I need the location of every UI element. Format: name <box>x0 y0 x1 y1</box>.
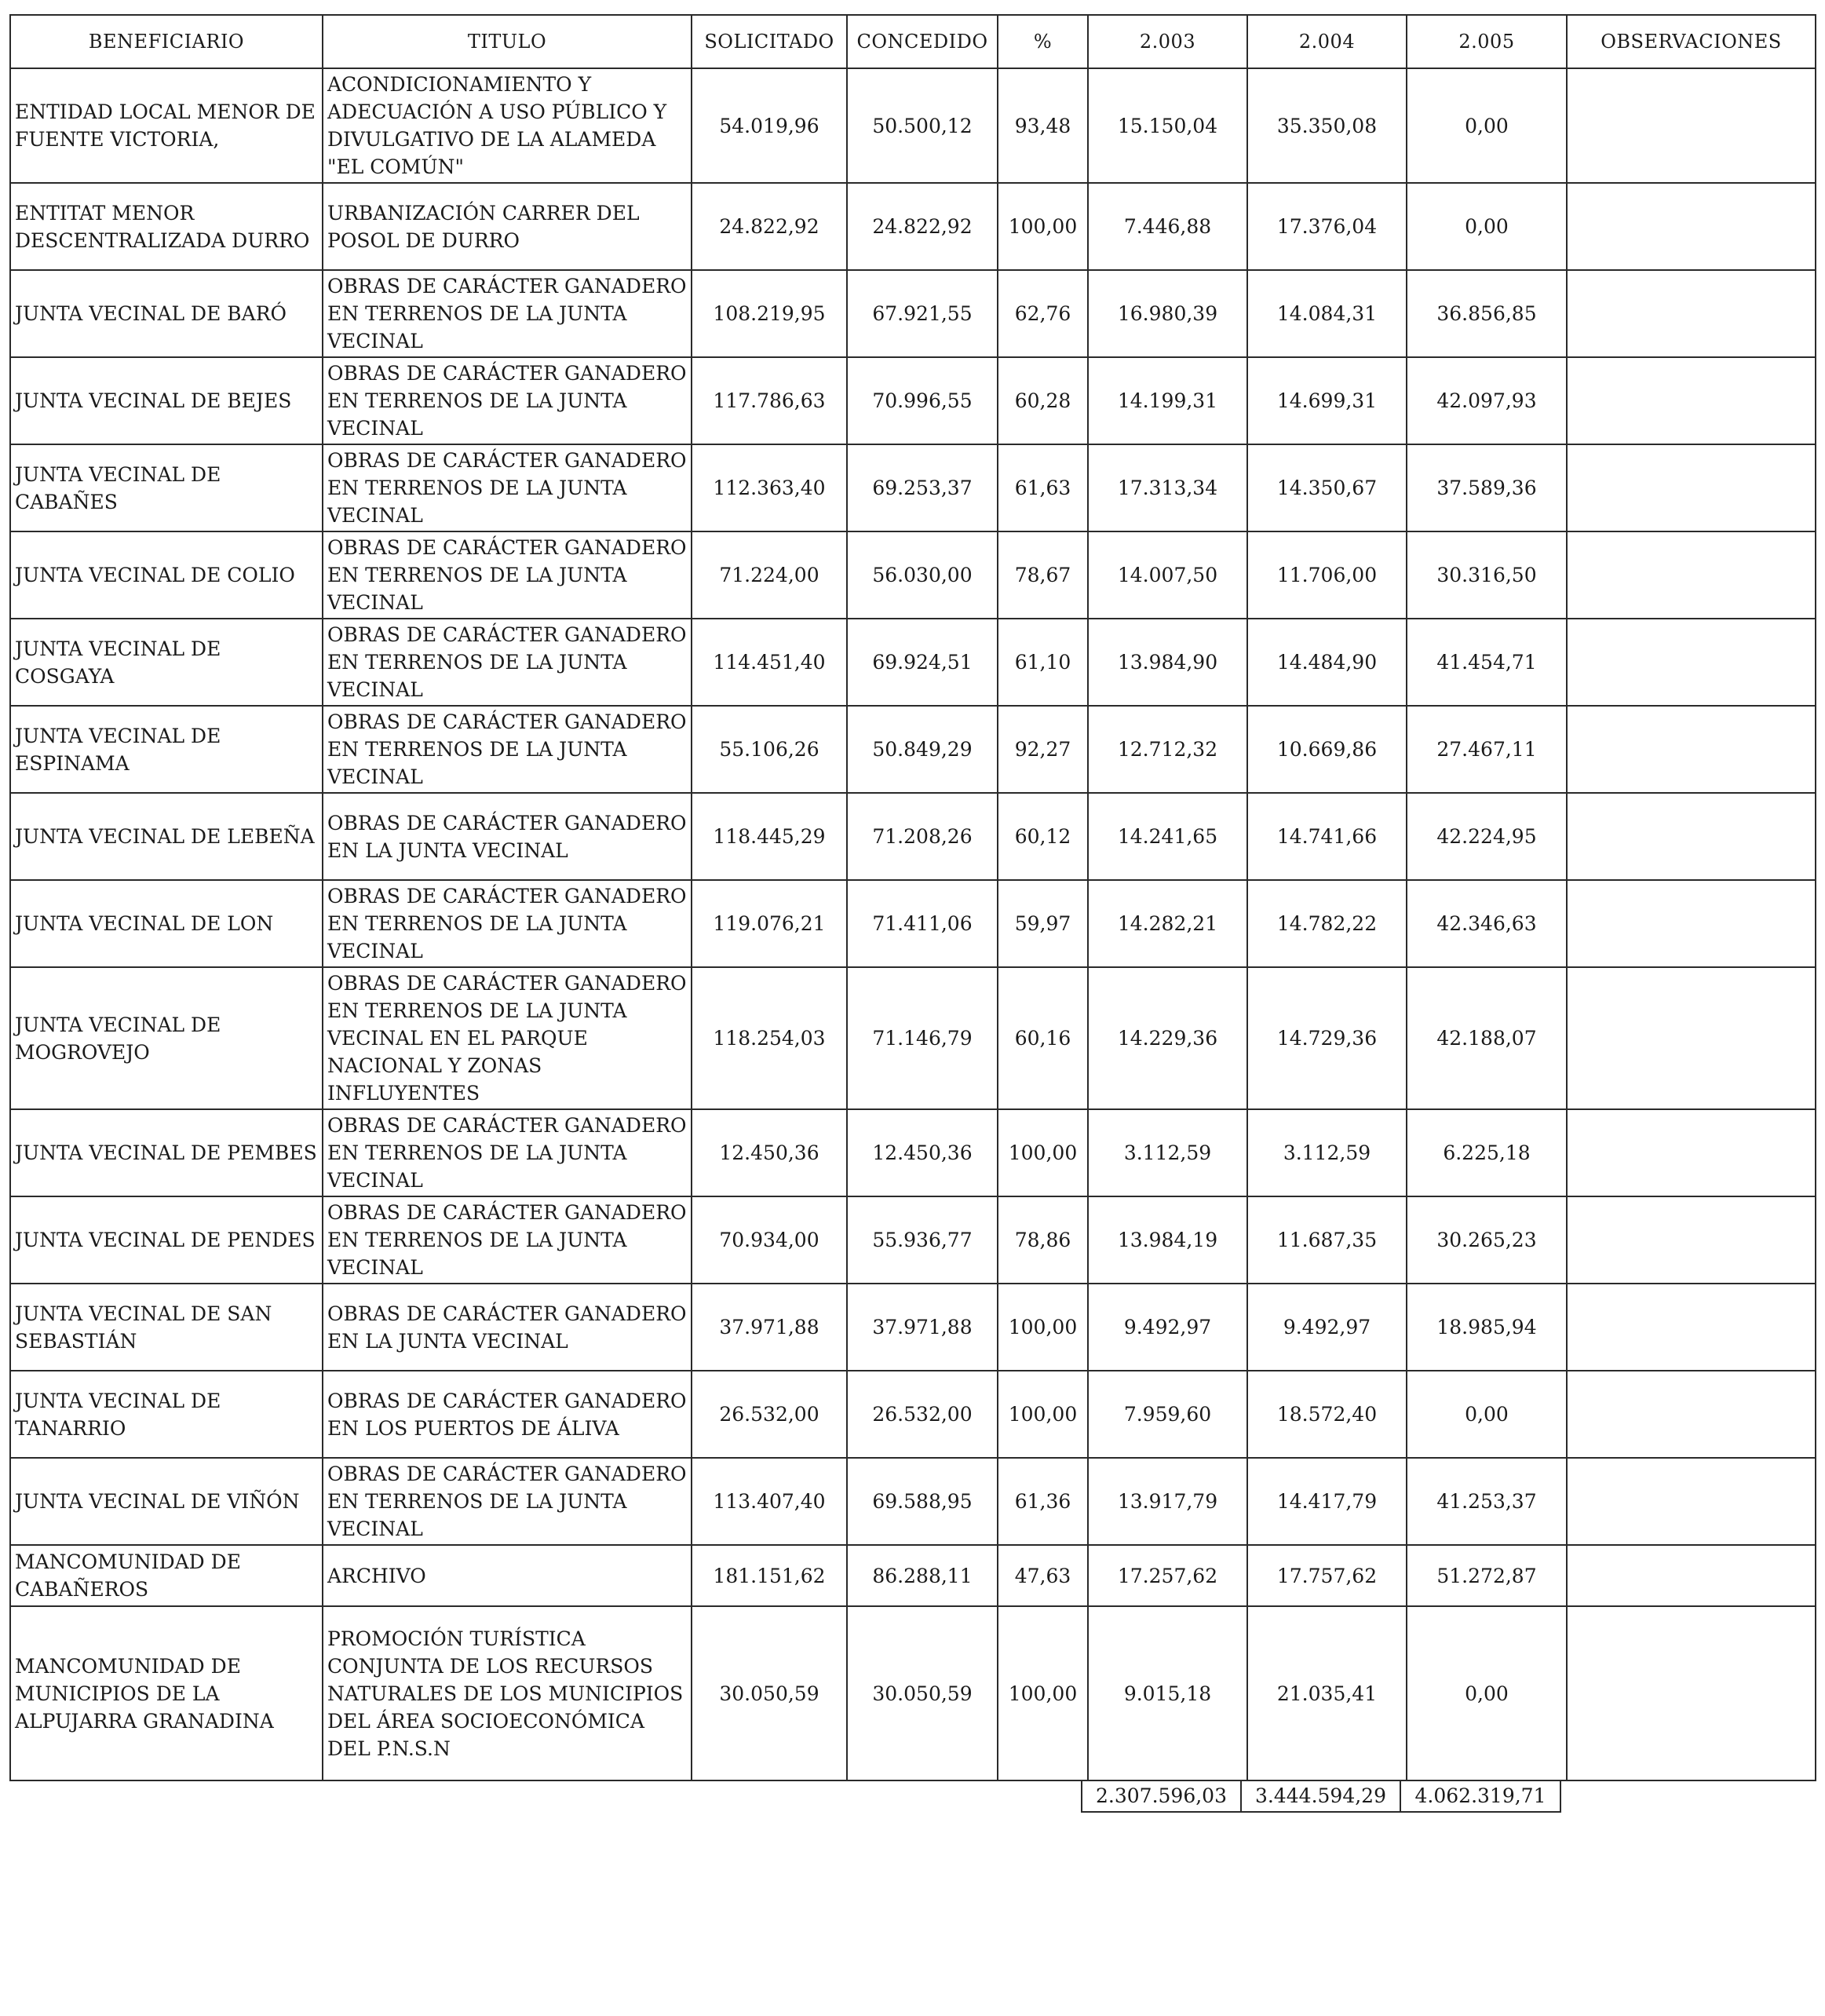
cell-beneficiario: JUNTA VECINAL DE PENDES <box>10 1196 323 1284</box>
cell-solicitado: 71.224,00 <box>692 531 847 619</box>
cell-2004: 10.669,86 <box>1247 706 1407 793</box>
cell-porcentaje: 100,00 <box>998 1606 1088 1780</box>
cell-beneficiario: JUNTA VECINAL DE COLIO <box>10 531 323 619</box>
cell-2005: 6.225,18 <box>1407 1109 1567 1196</box>
cell-concedido: 56.030,00 <box>847 531 998 619</box>
cell-concedido: 67.921,55 <box>847 270 998 357</box>
cell-titulo: OBRAS DE CARÁCTER GANADERO EN TERRENOS DE LA JUNTA VECINAL <box>323 1196 692 1284</box>
cell-2005: 0,00 <box>1407 1606 1567 1780</box>
cell-2003: 13.917,79 <box>1088 1458 1247 1545</box>
cell-2004: 14.699,31 <box>1247 357 1407 444</box>
table-row <box>10 1545 1816 1606</box>
cell-observaciones <box>1567 880 1816 967</box>
cell-porcentaje: 100,00 <box>998 183 1088 270</box>
cell-porcentaje: 61,63 <box>998 444 1088 531</box>
cell-observaciones <box>1567 619 1816 706</box>
header-porcentaje: % <box>998 15 1088 68</box>
cell-titulo: OBRAS DE CARÁCTER GANADERO EN LOS PUERTOS DE ÁLIVA <box>323 1371 692 1458</box>
cell-porcentaje: 78,67 <box>998 531 1088 619</box>
cell-porcentaje: 100,00 <box>998 1109 1088 1196</box>
cell-2003: 3.112,59 <box>1088 1109 1247 1196</box>
cell-2005: 41.253,37 <box>1407 1458 1567 1545</box>
cell-observaciones <box>1567 1458 1816 1545</box>
cell-concedido: 12.450,36 <box>847 1109 998 1196</box>
cell-porcentaje: 92,27 <box>998 706 1088 793</box>
cell-titulo: OBRAS DE CARÁCTER GANADERO EN LA JUNTA VECINAL <box>323 793 692 880</box>
cell-2004: 17.757,62 <box>1247 1545 1407 1606</box>
cell-concedido: 70.996,55 <box>847 357 998 444</box>
cell-solicitado: 114.451,40 <box>692 619 847 706</box>
table-row <box>10 1458 1816 1545</box>
cell-beneficiario: JUNTA VECINAL DE SAN SEBASTIÁN <box>10 1284 323 1371</box>
cell-concedido: 86.288,11 <box>847 1545 998 1606</box>
cell-beneficiario: JUNTA VECINAL DE CABAÑES <box>10 444 323 531</box>
cell-beneficiario: JUNTA VECINAL DE TANARRIO <box>10 1371 323 1458</box>
cell-beneficiario: JUNTA VECINAL DE BARÓ <box>10 270 323 357</box>
cell-solicitado: 181.151,62 <box>692 1545 847 1606</box>
header-2003: 2.003 <box>1088 15 1247 68</box>
cell-solicitado: 119.076,21 <box>692 880 847 967</box>
cell-2005: 41.454,71 <box>1407 619 1567 706</box>
cell-titulo: OBRAS DE CARÁCTER GANADERO EN TERRENOS DE LA JUNTA VECINAL EN EL PARQUE NACIONAL Y ZONAS INFLUYENTES <box>323 967 692 1109</box>
table-row <box>10 1109 1816 1196</box>
cell-2003: 14.007,50 <box>1088 531 1247 619</box>
cell-porcentaje: 62,76 <box>998 270 1088 357</box>
cell-titulo: OBRAS DE CARÁCTER GANADERO EN TERRENOS DE LA JUNTA VECINAL <box>323 880 692 967</box>
totals-row <box>1082 1781 1560 1812</box>
cell-concedido: 55.936,77 <box>847 1196 998 1284</box>
cell-beneficiario: JUNTA VECINAL DE LEBEÑA <box>10 793 323 880</box>
cell-2005: 42.224,95 <box>1407 793 1567 880</box>
table-row <box>10 270 1816 357</box>
cell-concedido: 69.253,37 <box>847 444 998 531</box>
cell-2003: 9.015,18 <box>1088 1606 1247 1780</box>
cell-concedido: 71.146,79 <box>847 967 998 1109</box>
cell-observaciones <box>1567 1545 1816 1606</box>
cell-solicitado: 12.450,36 <box>692 1109 847 1196</box>
cell-2005: 18.985,94 <box>1407 1284 1567 1371</box>
table-body <box>10 68 1816 1780</box>
cell-concedido: 30.050,59 <box>847 1606 998 1780</box>
cell-2005: 42.188,07 <box>1407 967 1567 1109</box>
cell-titulo: OBRAS DE CARÁCTER GANADERO EN LA JUNTA VECINAL <box>323 1284 692 1371</box>
cell-porcentaje: 100,00 <box>998 1284 1088 1371</box>
total-2003: 2.307.596,03 <box>1082 1781 1241 1812</box>
cell-concedido: 37.971,88 <box>847 1284 998 1371</box>
table-row <box>10 619 1816 706</box>
cell-2005: 30.316,50 <box>1407 531 1567 619</box>
cell-2004: 9.492,97 <box>1247 1284 1407 1371</box>
cell-solicitado: 24.822,92 <box>692 183 847 270</box>
cell-titulo: OBRAS DE CARÁCTER GANADERO EN TERRENOS DE LA JUNTA VECINAL <box>323 1109 692 1196</box>
header-row <box>10 15 1816 68</box>
grants-table <box>9 14 1816 1781</box>
cell-porcentaje: 60,12 <box>998 793 1088 880</box>
cell-solicitado: 108.219,95 <box>692 270 847 357</box>
cell-beneficiario: JUNTA VECINAL DE ESPINAMA <box>10 706 323 793</box>
cell-observaciones <box>1567 1284 1816 1371</box>
cell-observaciones <box>1567 1109 1816 1196</box>
cell-solicitado: 112.363,40 <box>692 444 847 531</box>
cell-2003: 14.229,36 <box>1088 967 1247 1109</box>
table-row <box>10 531 1816 619</box>
cell-porcentaje: 60,16 <box>998 967 1088 1109</box>
cell-solicitado: 54.019,96 <box>692 68 847 183</box>
cell-2005: 0,00 <box>1407 1371 1567 1458</box>
cell-beneficiario: JUNTA VECINAL DE BEJES <box>10 357 323 444</box>
cell-observaciones <box>1567 357 1816 444</box>
cell-2003: 16.980,39 <box>1088 270 1247 357</box>
cell-porcentaje: 100,00 <box>998 1371 1088 1458</box>
cell-2004: 11.706,00 <box>1247 531 1407 619</box>
cell-2003: 15.150,04 <box>1088 68 1247 183</box>
cell-2005: 36.856,85 <box>1407 270 1567 357</box>
cell-solicitado: 26.532,00 <box>692 1371 847 1458</box>
header-2004: 2.004 <box>1247 15 1407 68</box>
cell-concedido: 50.500,12 <box>847 68 998 183</box>
cell-titulo: OBRAS DE CARÁCTER GANADERO EN TERRENOS DE LA JUNTA VECINAL <box>323 1458 692 1545</box>
cell-2005: 37.589,36 <box>1407 444 1567 531</box>
table-row <box>10 793 1816 880</box>
header-titulo: TITULO <box>323 15 692 68</box>
cell-porcentaje: 93,48 <box>998 68 1088 183</box>
cell-observaciones <box>1567 706 1816 793</box>
cell-2004: 11.687,35 <box>1247 1196 1407 1284</box>
cell-2005: 42.097,93 <box>1407 357 1567 444</box>
cell-2003: 13.984,19 <box>1088 1196 1247 1284</box>
header-2005: 2.005 <box>1407 15 1567 68</box>
cell-2004: 14.484,90 <box>1247 619 1407 706</box>
cell-titulo: OBRAS DE CARÁCTER GANADERO EN TERRENOS DE LA JUNTA VECINAL <box>323 444 692 531</box>
cell-concedido: 24.822,92 <box>847 183 998 270</box>
cell-beneficiario: MANCOMUNIDAD DE CABAÑEROS <box>10 1545 323 1606</box>
grants-document <box>9 14 1815 1813</box>
cell-2003: 14.282,21 <box>1088 880 1247 967</box>
cell-titulo: URBANIZACIÓN CARRER DEL POSOL DE DURRO <box>323 183 692 270</box>
table-row <box>10 444 1816 531</box>
cell-titulo: ARCHIVO <box>323 1545 692 1606</box>
cell-observaciones <box>1567 68 1816 183</box>
cell-beneficiario: JUNTA VECINAL DE PEMBES <box>10 1109 323 1196</box>
cell-titulo: OBRAS DE CARÁCTER GANADERO EN TERRENOS DE LA JUNTA VECINAL <box>323 270 692 357</box>
cell-beneficiario: JUNTA VECINAL DE COSGAYA <box>10 619 323 706</box>
cell-concedido: 71.208,26 <box>847 793 998 880</box>
cell-beneficiario: ENTITAT MENOR DESCENTRALIZADA DURRO <box>10 183 323 270</box>
cell-titulo: ACONDICIONAMIENTO Y ADECUACIÓN A USO PÚBLICO Y DIVULGATIVO DE LA ALAMEDA "EL COMÚN" <box>323 68 692 183</box>
cell-2005: 51.272,87 <box>1407 1545 1567 1606</box>
cell-2004: 17.376,04 <box>1247 183 1407 270</box>
cell-2004: 14.741,66 <box>1247 793 1407 880</box>
cell-2003: 17.313,34 <box>1088 444 1247 531</box>
cell-porcentaje: 78,86 <box>998 1196 1088 1284</box>
table-row <box>10 880 1816 967</box>
cell-solicitado: 70.934,00 <box>692 1196 847 1284</box>
cell-beneficiario: JUNTA VECINAL DE LON <box>10 880 323 967</box>
header-concedido: CONCEDIDO <box>847 15 998 68</box>
cell-beneficiario: JUNTA VECINAL DE MOGROVEJO <box>10 967 323 1109</box>
cell-titulo: OBRAS DE CARÁCTER GANADERO EN TERRENOS DE LA JUNTA VECINAL <box>323 706 692 793</box>
cell-solicitado: 55.106,26 <box>692 706 847 793</box>
cell-solicitado: 117.786,63 <box>692 357 847 444</box>
table-row <box>10 1284 1816 1371</box>
cell-concedido: 26.532,00 <box>847 1371 998 1458</box>
cell-titulo: PROMOCIÓN TURÍSTICA CONJUNTA DE LOS RECURSOS NATURALES DE LOS MUNICIPIOS DEL ÁREA SOCIOECONÓMICA DEL P.N.S.N <box>323 1606 692 1780</box>
cell-titulo: OBRAS DE CARÁCTER GANADERO EN TERRENOS DE LA JUNTA VECINAL <box>323 619 692 706</box>
cell-beneficiario: ENTIDAD LOCAL MENOR DE FUENTE VICTORIA, <box>10 68 323 183</box>
cell-porcentaje: 61,36 <box>998 1458 1088 1545</box>
cell-2005: 27.467,11 <box>1407 706 1567 793</box>
cell-observaciones <box>1567 793 1816 880</box>
cell-2003: 14.241,65 <box>1088 793 1247 880</box>
table-row <box>10 1371 1816 1458</box>
cell-observaciones <box>1567 531 1816 619</box>
cell-concedido: 69.588,95 <box>847 1458 998 1545</box>
cell-titulo: OBRAS DE CARÁCTER GANADERO EN TERRENOS DE LA JUNTA VECINAL <box>323 531 692 619</box>
total-2004: 3.444.594,29 <box>1241 1781 1400 1812</box>
cell-solicitado: 118.254,03 <box>692 967 847 1109</box>
cell-observaciones <box>1567 1606 1816 1780</box>
cell-2004: 14.084,31 <box>1247 270 1407 357</box>
cell-observaciones <box>1567 967 1816 1109</box>
cell-2004: 14.782,22 <box>1247 880 1407 967</box>
cell-porcentaje: 59,97 <box>998 880 1088 967</box>
header-observaciones: OBSERVACIONES <box>1567 15 1816 68</box>
cell-2003: 17.257,62 <box>1088 1545 1247 1606</box>
cell-2003: 14.199,31 <box>1088 357 1247 444</box>
cell-concedido: 69.924,51 <box>847 619 998 706</box>
cell-2004: 3.112,59 <box>1247 1109 1407 1196</box>
cell-beneficiario: JUNTA VECINAL DE VIÑÓN <box>10 1458 323 1545</box>
header-solicitado: SOLICITADO <box>692 15 847 68</box>
cell-2004: 14.350,67 <box>1247 444 1407 531</box>
cell-2005: 30.265,23 <box>1407 1196 1567 1284</box>
cell-porcentaje: 47,63 <box>998 1545 1088 1606</box>
cell-2004: 21.035,41 <box>1247 1606 1407 1780</box>
cell-2004: 14.417,79 <box>1247 1458 1407 1545</box>
cell-solicitado: 37.971,88 <box>692 1284 847 1371</box>
table-row <box>10 706 1816 793</box>
cell-2003: 7.959,60 <box>1088 1371 1247 1458</box>
total-2005: 4.062.319,71 <box>1400 1781 1560 1812</box>
cell-2004: 18.572,40 <box>1247 1371 1407 1458</box>
table-row <box>10 183 1816 270</box>
cell-2003: 7.446,88 <box>1088 183 1247 270</box>
cell-2005: 42.346,63 <box>1407 880 1567 967</box>
cell-concedido: 50.849,29 <box>847 706 998 793</box>
cell-solicitado: 30.050,59 <box>692 1606 847 1780</box>
cell-beneficiario: MANCOMUNIDAD DE MUNICIPIOS DE LA ALPUJARRA GRANADINA <box>10 1606 323 1780</box>
cell-observaciones <box>1567 1371 1816 1458</box>
cell-porcentaje: 61,10 <box>998 619 1088 706</box>
cell-2005: 0,00 <box>1407 183 1567 270</box>
table-row <box>10 357 1816 444</box>
table-row <box>10 1196 1816 1284</box>
cell-2005: 0,00 <box>1407 68 1567 183</box>
cell-solicitado: 113.407,40 <box>692 1458 847 1545</box>
cell-concedido: 71.411,06 <box>847 880 998 967</box>
table-row <box>10 68 1816 183</box>
table-row <box>10 1606 1816 1780</box>
cell-observaciones <box>1567 444 1816 531</box>
cell-observaciones <box>1567 183 1816 270</box>
cell-2003: 12.712,32 <box>1088 706 1247 793</box>
cell-solicitado: 118.445,29 <box>692 793 847 880</box>
table-row <box>10 967 1816 1109</box>
cell-2004: 35.350,08 <box>1247 68 1407 183</box>
cell-porcentaje: 60,28 <box>998 357 1088 444</box>
cell-titulo: OBRAS DE CARÁCTER GANADERO EN TERRENOS DE LA JUNTA VECINAL <box>323 357 692 444</box>
cell-2003: 9.492,97 <box>1088 1284 1247 1371</box>
cell-2004: 14.729,36 <box>1247 967 1407 1109</box>
totals-table <box>1081 1781 1561 1813</box>
cell-2003: 13.984,90 <box>1088 619 1247 706</box>
cell-observaciones <box>1567 270 1816 357</box>
cell-observaciones <box>1567 1196 1816 1284</box>
header-beneficiario: BENEFICIARIO <box>10 15 323 68</box>
